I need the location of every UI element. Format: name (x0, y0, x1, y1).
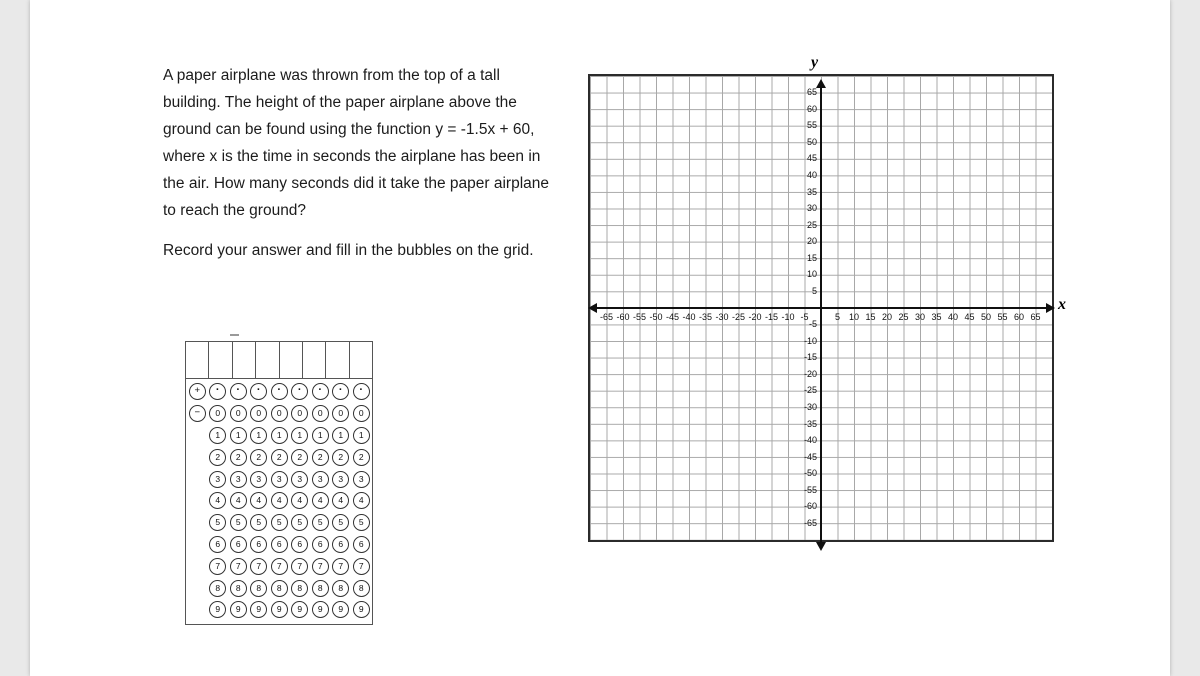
x-axis-line (591, 307, 1051, 309)
digit-bubble[interactable]: 0 (209, 405, 226, 422)
digit-bubble[interactable]: 5 (291, 514, 308, 531)
digit-bubble[interactable]: 4 (250, 492, 267, 509)
digit-bubble[interactable]: 0 (312, 405, 329, 422)
digit-bubble[interactable]: 3 (209, 471, 226, 488)
digit-bubble[interactable]: 9 (230, 601, 247, 618)
y-tick-label: 10 (806, 269, 817, 280)
digit-bubble[interactable]: 2 (312, 449, 329, 466)
y-tick-label: -65 (803, 517, 817, 528)
x-tick-label: 5 (834, 312, 841, 322)
digit-bubble[interactable]: 2 (209, 449, 226, 466)
y-tick-label: 40 (806, 169, 817, 180)
y-tick-label: 5 (811, 285, 817, 296)
bubble-grid (185, 341, 373, 625)
y-axis-arrow-top (816, 79, 826, 88)
x-tick-label: 20 (881, 312, 893, 322)
x-tick-label: -45 (665, 312, 680, 322)
y-tick-label: -5 (808, 319, 817, 330)
y-tick-label: 25 (806, 219, 817, 230)
bubble-row (187, 577, 372, 599)
bubble-row (187, 403, 372, 425)
digit-bubble[interactable]: 6 (353, 536, 370, 553)
decimal-bubble[interactable]: · (250, 383, 267, 400)
digit-bubble[interactable]: 0 (332, 405, 349, 422)
x-tick-label: -5 (800, 312, 809, 322)
digit-bubble[interactable]: 7 (291, 558, 308, 575)
digit-bubble[interactable]: 3 (271, 471, 288, 488)
x-tick-label: -20 (748, 312, 762, 322)
writein-box[interactable] (256, 342, 279, 378)
bubble-row (187, 555, 372, 577)
digit-bubble[interactable]: 6 (230, 536, 247, 553)
digit-bubble[interactable]: 4 (271, 492, 288, 509)
y-tick-label: -50 (803, 468, 817, 479)
bubble-row (187, 534, 372, 556)
x-tick-label: -10 (781, 312, 795, 322)
digit-bubble[interactable]: 2 (250, 449, 267, 466)
digit-bubble[interactable]: 7 (250, 558, 267, 575)
y-tick-label: 60 (806, 103, 817, 114)
x-tick-label: -55 (632, 312, 647, 322)
digit-bubble[interactable]: 2 (353, 449, 370, 466)
x-tick-label: -60 (616, 312, 630, 322)
digit-bubble[interactable]: 6 (332, 536, 349, 553)
y-tick-label: 50 (806, 136, 817, 147)
digit-bubble[interactable]: 2 (271, 449, 288, 466)
digit-bubble[interactable]: 0 (271, 405, 288, 422)
digit-bubble[interactable]: 7 (209, 558, 226, 575)
graph-area (588, 54, 1066, 542)
x-tick-label: 65 (1030, 312, 1041, 322)
digit-bubble[interactable]: 9 (271, 601, 288, 618)
digit-bubble[interactable]: 9 (291, 601, 308, 618)
digit-bubble[interactable]: 7 (353, 558, 370, 575)
digit-bubble[interactable]: 9 (312, 601, 329, 618)
x-tick-label: 50 (980, 312, 992, 322)
digit-bubble[interactable]: 3 (250, 471, 267, 488)
digit-bubble[interactable]: 3 (332, 471, 349, 488)
digit-bubble[interactable]: 3 (230, 471, 247, 488)
digit-bubble[interactable]: 3 (312, 471, 329, 488)
digit-bubble[interactable]: 4 (230, 492, 247, 509)
digit-bubble[interactable]: 5 (230, 514, 247, 531)
x-tick-label: 60 (1013, 312, 1025, 322)
y-tick-label: -25 (803, 385, 817, 396)
digit-bubble[interactable]: 5 (353, 514, 370, 531)
y-tick-label: -60 (803, 501, 817, 512)
digit-bubble[interactable]: 1 (230, 427, 247, 444)
x-tick-label: 45 (964, 312, 975, 322)
x-tick-label: -30 (715, 312, 729, 322)
y-tick-label: -10 (803, 335, 817, 346)
writein-box[interactable] (280, 342, 303, 378)
digit-bubble[interactable]: 6 (250, 536, 267, 553)
digit-bubble[interactable]: 2 (332, 449, 349, 466)
x-axis-title: x (1058, 296, 1066, 313)
y-tick-label: -20 (803, 368, 817, 379)
bubble-row (187, 490, 372, 512)
writein-box[interactable] (350, 342, 372, 378)
writein-box[interactable] (186, 342, 209, 378)
digit-bubble[interactable]: 1 (271, 427, 288, 444)
digit-bubble[interactable]: 4 (312, 492, 329, 509)
digit-bubble[interactable]: 4 (209, 492, 226, 509)
digit-bubble[interactable]: 7 (271, 558, 288, 575)
digit-bubble[interactable]: 0 (230, 405, 247, 422)
digit-bubble[interactable]: 2 (291, 449, 308, 466)
sign-bubble[interactable]: − (189, 405, 206, 422)
y-tick-label: 30 (806, 203, 817, 214)
y-tick-label: -35 (803, 418, 817, 429)
digit-bubble[interactable]: 8 (332, 580, 349, 597)
digit-bubble[interactable]: 3 (291, 471, 308, 488)
x-tick-label: -50 (649, 312, 663, 322)
digit-bubble[interactable]: 1 (312, 427, 329, 444)
bubble-rows (186, 379, 372, 624)
decimal-bubble[interactable]: · (230, 383, 247, 400)
y-tick-label: 15 (806, 252, 817, 263)
decimal-bubble[interactable]: · (353, 383, 370, 400)
digit-bubble[interactable]: 6 (291, 536, 308, 553)
x-tick-label: 30 (914, 312, 926, 322)
bubble-row (187, 468, 372, 490)
digit-bubble[interactable]: 1 (353, 427, 370, 444)
bubble-row (187, 425, 372, 447)
sign-bubble[interactable]: + (189, 383, 206, 400)
x-tick-label: -65 (599, 312, 614, 322)
y-tick-label: -30 (803, 401, 817, 412)
digit-bubble[interactable]: 9 (209, 601, 226, 618)
y-axis-arrow-bottom (816, 542, 826, 551)
digit-bubble[interactable]: 0 (250, 405, 267, 422)
digit-bubble[interactable]: 7 (332, 558, 349, 575)
decimal-bubble[interactable]: · (209, 383, 226, 400)
worksheet-page (30, 0, 1170, 676)
bubble-row (187, 446, 372, 468)
writein-box[interactable] (209, 342, 232, 378)
x-tick-label: -40 (682, 312, 696, 322)
y-tick-label: 20 (806, 236, 817, 247)
x-axis-arrow-left (588, 303, 597, 313)
writein-box[interactable] (233, 342, 256, 378)
problem-paragraph: A paper airplane was thrown from the top of a tall building. The height of the paper airplane above the ground can be found using the function y = -1.5x + 60, where x is the time in seconds the airplane has been in the air. How many seconds did it take the paper airplane to reach the ground? (163, 67, 550, 219)
digit-bubble[interactable]: 4 (291, 492, 308, 509)
decimal-bubble[interactable]: · (332, 383, 349, 400)
x-tick-label: 10 (848, 312, 860, 322)
decimal-bubble[interactable]: · (312, 383, 329, 400)
digit-bubble[interactable]: 6 (312, 536, 329, 553)
y-tick-label: -40 (803, 435, 817, 446)
digit-bubble[interactable]: 1 (250, 427, 267, 444)
digit-bubble[interactable]: 9 (332, 601, 349, 618)
x-tick-label: -15 (764, 312, 779, 322)
y-tick-label: 35 (806, 186, 817, 197)
digit-bubble[interactable]: 5 (332, 514, 349, 531)
x-tick-label: -35 (698, 312, 713, 322)
digit-bubble[interactable]: 6 (271, 536, 288, 553)
digit-bubble[interactable]: 0 (291, 405, 308, 422)
digit-bubble[interactable]: 7 (312, 558, 329, 575)
writein-row (186, 342, 372, 379)
digit-bubble[interactable]: 5 (250, 514, 267, 531)
y-tick-label: 55 (806, 120, 817, 131)
bubble-row (187, 599, 372, 621)
bubble-row (187, 381, 372, 403)
y-tick-label: -15 (803, 352, 817, 363)
x-tick-label: 15 (865, 312, 876, 322)
stray-mark (230, 334, 239, 336)
digit-bubble[interactable]: 2 (230, 449, 247, 466)
digit-bubble[interactable]: 5 (271, 514, 288, 531)
y-tick-label: -55 (803, 484, 817, 495)
digit-bubble[interactable]: 9 (353, 601, 370, 618)
decimal-bubble[interactable]: · (291, 383, 308, 400)
y-axis-title: y (811, 54, 819, 71)
digit-bubble[interactable]: 4 (332, 492, 349, 509)
x-tick-label: 55 (997, 312, 1008, 322)
digit-bubble[interactable]: 1 (332, 427, 349, 444)
problem-text-block (163, 62, 559, 277)
x-tick-label: 35 (931, 312, 942, 322)
y-tick-label: 45 (806, 153, 817, 164)
x-tick-label: 25 (898, 312, 909, 322)
digit-bubble[interactable]: 5 (209, 514, 226, 531)
digit-bubble[interactable]: 8 (230, 580, 247, 597)
x-axis-arrow-right (1046, 303, 1055, 313)
digit-bubble[interactable]: 6 (209, 536, 226, 553)
y-tick-label: -45 (803, 451, 817, 462)
digit-bubble[interactable]: 8 (271, 580, 288, 597)
decimal-bubble[interactable]: · (271, 383, 288, 400)
x-tick-label: 40 (947, 312, 959, 322)
digit-bubble[interactable]: 8 (209, 580, 226, 597)
digit-bubble[interactable]: 8 (291, 580, 308, 597)
digit-bubble[interactable]: 8 (312, 580, 329, 597)
digit-bubble[interactable]: 3 (353, 471, 370, 488)
digit-bubble[interactable]: 1 (209, 427, 226, 444)
digit-bubble[interactable]: 8 (250, 580, 267, 597)
digit-bubble[interactable]: 5 (312, 514, 329, 531)
instruction-paragraph: Record your answer and fill in the bubbles on the grid. (163, 242, 534, 259)
bubble-row (187, 512, 372, 534)
digit-bubble[interactable]: 1 (291, 427, 308, 444)
digit-bubble[interactable]: 9 (250, 601, 267, 618)
y-axis-line (820, 85, 822, 548)
y-tick-label: 65 (806, 87, 817, 98)
writein-box[interactable] (303, 342, 326, 378)
writein-box[interactable] (326, 342, 349, 378)
digit-bubble[interactable]: 7 (230, 558, 247, 575)
x-tick-label: -25 (731, 312, 746, 322)
digit-bubble[interactable]: 0 (353, 405, 370, 422)
digit-bubble[interactable]: 4 (353, 492, 370, 509)
digit-bubble[interactable]: 8 (353, 580, 370, 597)
